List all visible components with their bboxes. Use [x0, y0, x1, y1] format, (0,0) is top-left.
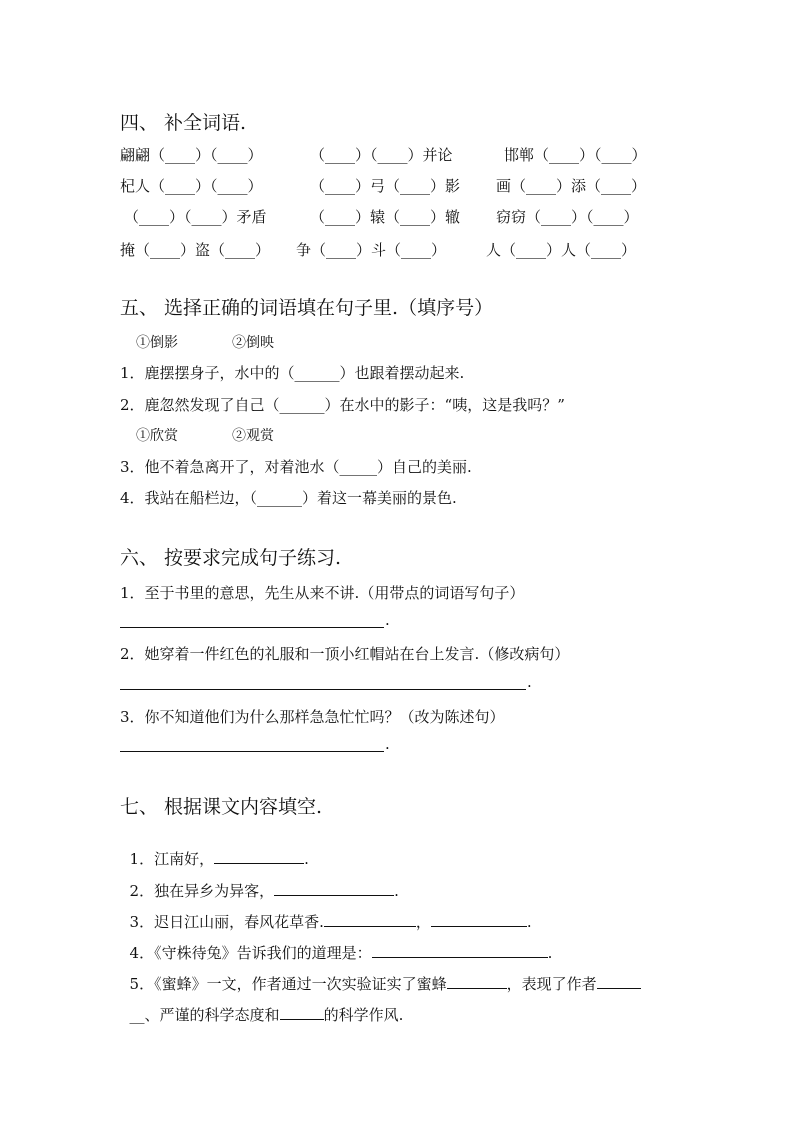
sec5-question-4: 4．我站在船栏边，（______）着这一幕美丽的景色. [120, 489, 457, 507]
sec7-q5-text-c: __、严谨的科学态度和 [129, 1006, 280, 1024]
sec6-question-3: 3．你不知道他们为什么那样急急忙忙吗？（改为陈述句） [120, 708, 505, 726]
section-4-title: 四、 补全词语. [120, 112, 247, 134]
answer-period-6-2: . [527, 673, 532, 691]
sec7-q2-text: 2．独在异乡为异客， [129, 882, 275, 900]
comma: ， [415, 913, 431, 931]
answer-line-6-2 [120, 689, 526, 690]
sec7-q5-text-d: 的科学作风. [323, 1006, 404, 1024]
period: . [547, 944, 553, 962]
sec4-item-8: （____）辕（____）辙 [310, 208, 461, 226]
sec7-q3-text: 3．迟日江山丽，春风花草香. [129, 913, 324, 931]
sec4-item-4: 杞人（____）（____） [120, 177, 263, 195]
section-5-title: 五、 选择正确的词语填在句子里.（填序号） [120, 297, 494, 319]
sec4-item-9: 窃窃（____）（____） [496, 208, 639, 226]
sec4-item-10: 掩（____）盗（____） [120, 241, 271, 259]
answer-line-6-1 [120, 627, 384, 628]
sec7-q5-text-b: ，表现了作者 [506, 975, 597, 993]
section-7-title: 七、 根据课文内容填空. [120, 796, 323, 818]
sec6-question-1: 1．至于书里的意思，先生从来不讲.（用带点的词语写句子） [120, 584, 525, 602]
sec7-q4-text: 4．《守株待兔》告诉我们的道理是： [129, 944, 372, 962]
blank [447, 974, 507, 989]
sec5-option-1a: ①倒影 [136, 335, 178, 351]
blank [597, 974, 641, 989]
sec5-question-2: 2．鹿忽然发现了自己（______）在水中的影子：“咦，这是我吗？” [120, 396, 565, 414]
sec5-option-2a: ①欣赏 [136, 428, 178, 444]
answer-line-6-3 [120, 751, 384, 752]
sec6-question-2: 2．她穿着一件红色的礼服和一顶小红帽站在台上发言.（修改病句） [120, 645, 570, 663]
sec7-q5-text-a: 5．《蜜蜂》一文，作者通过一次实验证实了蜜蜂 [129, 975, 447, 993]
sec4-item-2: （____）（____）并论 [310, 146, 453, 164]
period: . [304, 850, 309, 868]
period: . [394, 882, 399, 900]
blank [280, 1005, 324, 1020]
period: . [526, 913, 532, 931]
sec4-item-6: 画（____）添（____） [496, 177, 647, 195]
sec4-item-5: （____）弓（____）影 [310, 177, 461, 195]
sec4-item-3: 邯郸（____）（____） [504, 146, 647, 164]
section-6-title: 六、 按要求完成句子练习. [120, 547, 342, 569]
sec5-option-1b: ②倒映 [232, 335, 274, 351]
sec4-item-12: 人（____）人（____） [486, 241, 637, 259]
answer-period-6-3: . [385, 735, 390, 753]
sec7-q1-text: 1．江南好， [129, 850, 215, 868]
sec4-item-11: 争（____）斗（____） [296, 241, 447, 259]
sec4-item-1: 翩翩（____）（____） [120, 146, 263, 164]
sec5-question-3: 3．他不着急离开了，对着池水（_____）自己的美丽. [120, 458, 472, 476]
answer-period-6-1: . [385, 611, 390, 629]
sec5-question-1: 1．鹿摆摆身子，水中的（______）也跟着摆动起来. [120, 364, 465, 382]
sec4-item-7: （____）（____）矛盾 [124, 208, 267, 226]
sec5-option-2b: ②观赏 [232, 428, 274, 444]
sec7-question-5-cont [120, 986, 403, 1025]
